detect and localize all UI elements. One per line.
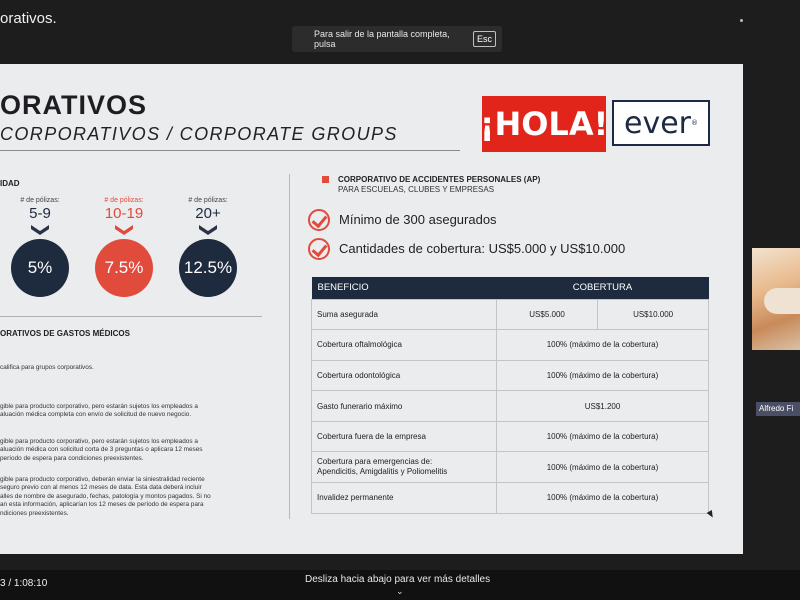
fullscreen-hint-text: Para salir de la pantalla completa, pulsa	[314, 29, 450, 49]
table-row	[312, 391, 709, 422]
cell-cobertura: US$10.000	[598, 299, 709, 330]
tier-1	[10, 197, 70, 297]
vertical-divider	[289, 174, 290, 519]
tier-label: # de pólizas:	[104, 197, 144, 204]
tier-2	[94, 197, 154, 297]
cell-cobertura: 100% (máximo de la cobertura)	[497, 360, 709, 391]
cell-cobertura: 100% (máximo de la cobertura)	[497, 483, 709, 514]
participant-image	[764, 288, 800, 314]
cell-beneficio: Cobertura fuera de la empresa	[312, 421, 497, 452]
paragraph-line: califica para grupos corporativos.	[0, 364, 94, 371]
chevron-down-icon	[31, 225, 49, 235]
left-divider	[0, 316, 262, 317]
tier-range: 20+	[195, 205, 221, 222]
tier-range: 10-19	[104, 205, 144, 222]
playback-time: 3 / 1:08:10	[0, 578, 48, 589]
swipe-hint: Desliza hacia abajo para ver más detalles	[305, 574, 491, 585]
tier-discount: 7.5%	[95, 239, 153, 297]
cell-beneficio: Cobertura odontológica	[312, 360, 497, 391]
paragraph-3	[0, 438, 270, 463]
section-label-medical: ORATIVOS DE GASTOS MÉDICOS	[0, 329, 130, 338]
cell-cobertura: US$1.200	[497, 391, 709, 422]
header-cobertura: COBERTURA	[497, 277, 709, 299]
paragraph-line: ndiciones preexistentes.	[0, 509, 69, 517]
header-beneficio: BENEFICIO	[312, 277, 497, 299]
slide-title: ORATIVOS	[0, 90, 148, 120]
tier-3	[178, 197, 238, 297]
paragraph-1	[0, 364, 270, 372]
ever-logo	[612, 100, 710, 146]
paragraph-2	[0, 403, 270, 420]
cell-beneficio: Cobertura para emergencias de: Apendicitis, Amigdalitis y Poliomelitis	[312, 452, 497, 483]
tier-range: 5-9	[29, 205, 51, 222]
cell-cobertura: 100% (máximo de la cobertura)	[497, 330, 709, 361]
paragraph-line: aluación médica completa con envío de solicitud de nuevo negocio.	[0, 411, 192, 419]
hola-logo: ¡HOLA!	[482, 96, 606, 152]
ever-logo-text: ever	[623, 105, 691, 141]
fullscreen-exit-hint	[292, 26, 502, 52]
paragraph-line: gible para producto corporativo, pero estarán sujetos los empleados a	[0, 438, 198, 445]
bullet-min-insured: Mínimo de 300 asegurados	[339, 212, 497, 227]
status-dot-icon	[740, 19, 743, 22]
registered-mark: ®	[691, 119, 698, 127]
tier-label: # de pólizas:	[20, 197, 60, 204]
table-row	[312, 452, 709, 483]
presentation-slide	[0, 64, 743, 554]
table-row	[312, 330, 709, 361]
cell-beneficio: Invalidez permanente	[312, 483, 497, 514]
ap-title: CORPORATIVO DE ACCIDENTES PERSONALES (AP)	[338, 175, 541, 184]
cell-beneficio: Suma asegurada	[312, 299, 497, 330]
table-row	[312, 421, 709, 452]
section-label-discount: IDAD	[0, 179, 20, 188]
bullet-coverage-amounts: Cantidades de cobertura: US$5.000 y US$10.000	[339, 241, 626, 256]
table-header-row	[312, 277, 709, 299]
cell-beneficio: Cobertura oftalmológica	[312, 330, 497, 361]
chevron-down-icon	[115, 225, 133, 235]
paragraph-line: período de espera para condiciones preexistentes.	[0, 454, 144, 462]
tier-discount: 5%	[11, 239, 69, 297]
cell-beneficio: Gasto funerario máximo	[312, 391, 497, 422]
paragraph-line: an esta información, aplicarían los 12 meses de período de espera para	[0, 501, 204, 509]
mouse-pointer-icon	[707, 510, 716, 519]
paragraph-line: gible para producto corporativo, deberán enviar la siniestralidad reciente	[0, 476, 205, 483]
chevron-down-icon[interactable]: ⌄	[396, 586, 404, 596]
cell-cobertura: 100% (máximo de la cobertura)	[497, 452, 709, 483]
ap-subtitle: PARA ESCUELAS, CLUBES Y EMPRESAS	[338, 185, 495, 194]
checkmark-circle-icon	[308, 238, 330, 260]
paragraph-line: alles de nombre de asegurado, fechas, patología y montos pagados. Si no	[0, 492, 211, 500]
cell-cobertura: US$5.000	[497, 299, 598, 330]
checkmark-circle-icon	[308, 209, 330, 231]
paragraph-line: gible para producto corporativo, pero estarán sujetos los empleados a	[0, 403, 198, 410]
esc-key-badge[interactable]: Esc	[473, 31, 496, 47]
tier-discount: 12.5%	[179, 239, 237, 297]
table-row	[312, 299, 709, 330]
participant-name: Alfredo Fi	[756, 402, 800, 416]
paragraph-4	[0, 476, 270, 518]
slide-subtitle: CORPORATIVOS / CORPORATE GROUPS	[0, 124, 398, 144]
cell-cobertura: 100% (máximo de la cobertura)	[497, 421, 709, 452]
red-square-icon	[322, 176, 329, 183]
meeting-title: orativos.	[0, 10, 57, 27]
chevron-down-icon	[199, 225, 217, 235]
paragraph-line: seguro previo con al menos 12 meses de data. Esta data deberá incluir	[0, 484, 202, 492]
table-row	[312, 483, 709, 514]
title-divider	[0, 150, 460, 151]
participant-video[interactable]	[752, 248, 800, 350]
tier-label: # de pólizas:	[188, 197, 228, 204]
benefits-table	[311, 277, 709, 514]
paragraph-line: aluación médica con solicitud corta de 3 preguntas o aplicara 12 meses	[0, 446, 203, 454]
table-row	[312, 360, 709, 391]
